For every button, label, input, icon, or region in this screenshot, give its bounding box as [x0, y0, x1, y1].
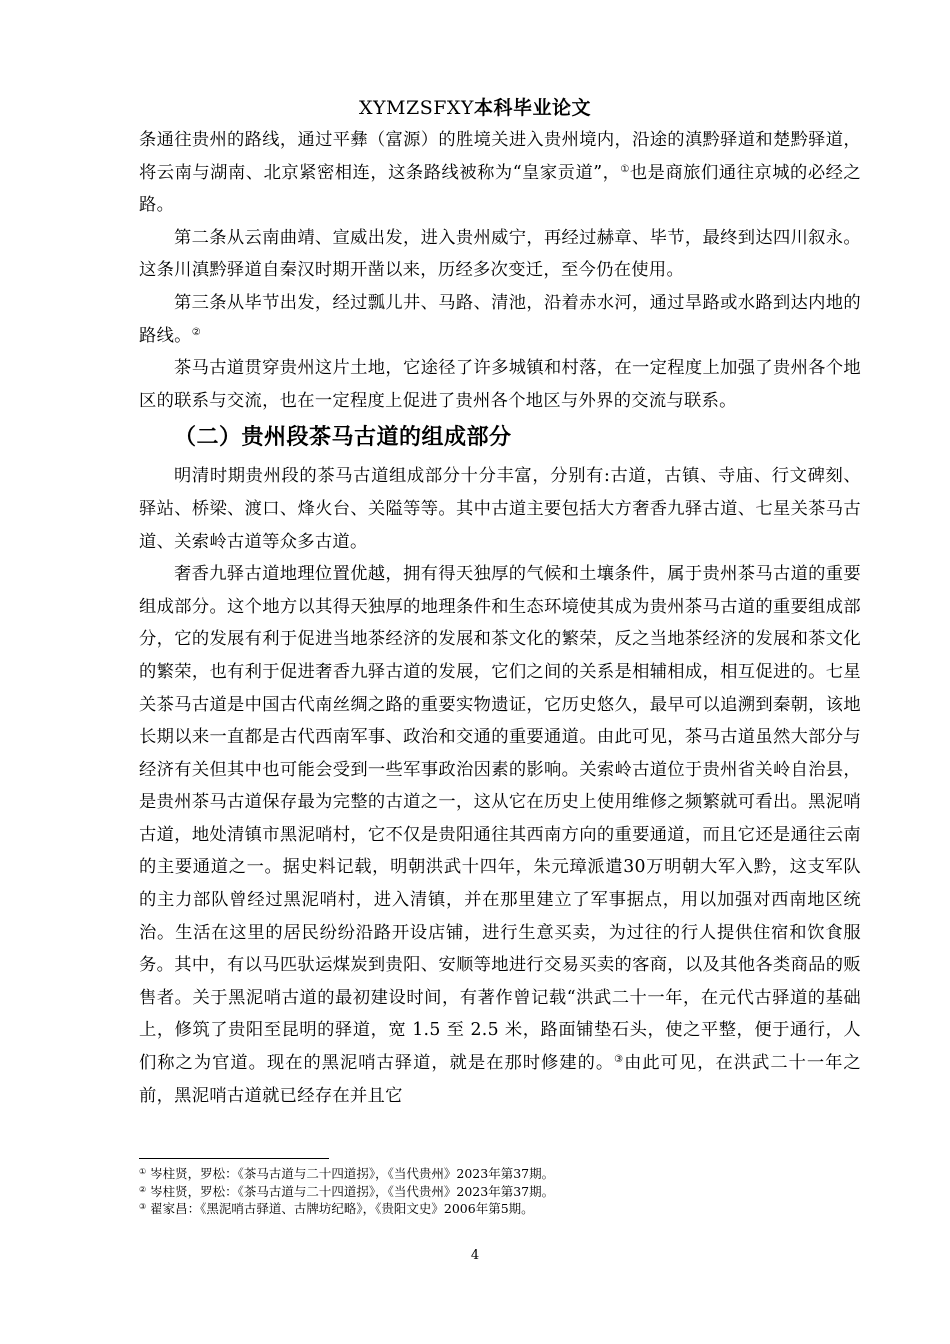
- footnote: ② 岑柱贤，罗松：《茶马古道与二十四道拐》，《当代贵州》2023年第37期。: [139, 1183, 555, 1199]
- footnote: ① 岑柱贤，罗松：《茶马古道与二十四道拐》，《当代贵州》2023年第37期。: [139, 1166, 555, 1181]
- paragraph: 第三条从毕节出发，经过瓢儿井、马路、清池，沿着赤水河，通过旱路或水路到达内地的路线。②: [139, 292, 861, 346]
- header-prefix: XYMZSFXY: [358, 97, 474, 119]
- paragraph-continued: 条通往贵州的路线，通过平彝（富源）的胜境关进入贵州境内，沿途的滇黔驿道和楚黔驿道，将云南与湖南、北京紧密相连，这条路线被称为“皇家贡道”，①也是商旅们通往京城的必经之路。: [139, 130, 862, 216]
- paragraph: 第二条从云南曲靖、宣威出发，进入贵州威宁，再经过赫章、毕节，最终到达四川叙永。这条川滇黔驿道自秦汉时期开凿以来，历经多次变迁，至今仍在使用。: [139, 227, 861, 281]
- footnote-ref-2[interactable]: ②: [191, 326, 202, 338]
- footnotes: [139, 1165, 861, 1218]
- page-number: 4: [470, 1248, 480, 1263]
- footnote-ref-3[interactable]: ③: [614, 1054, 625, 1066]
- footnote-ref-1[interactable]: ①: [620, 163, 630, 175]
- paragraph: 明清时期贵州段的茶马古道组成部分十分丰富，分别有:古道，古镇、寺庙、行文碑刻、驿站、桥梁、渡口、烽火台、关隘等等。其中古道主要包括大方奢香九驿古道、七星关茶马古道、关索岭古道等众多古道。: [139, 466, 861, 552]
- header-title: 本科毕业论文: [473, 97, 591, 119]
- paragraph: 茶马古道贯穿贵州这片土地，它途径了许多城镇和村落，在一定程度上加强了贵州各个地区的联系与交流，也在一定程度上促进了贵州各个地区与外界的交流与联系。: [139, 358, 861, 411]
- footnote: ③ 翟家昌：《黑泥哨古驿道、古牌坊纪略》，《贵阳文史》2006年第5期。: [139, 1201, 534, 1216]
- footnote-divider: [139, 1158, 329, 1159]
- section-heading: （二）贵州段茶马古道的组成部分: [174, 425, 512, 451]
- page-body: [139, 124, 861, 1112]
- paragraph: 奢香九驿古道地理位置优越，拥有得天独厚的气候和土壤条件，属于贵州茶马古道的重要组成部分。这个地方以其得天独厚的地理条件和生态环境使其成为贵州茶马古道的重要组成部分，它的发展有利于促进当地茶经济的发展和茶文化的繁荣，反之当地茶经济的发展和茶文化的繁荣，也有利于促进奢香九驿古道的发展，它们之间的关系是相辅相成，相互促进的。七星关茶马古道是中国古代南丝绸之路的重要实物遗证，它历史悠久，最早可以追溯到秦朝，该地长期以来一直都是古代西南军事、政治和交通的重要通道。由此可见，茶马古道虽然大部分与经济有关但其中也可能会受到一些军事政治因素的影响。关索岭古道位于贵州省关岭自治县，是贵州茶马古道保存最为完整的古道之一，这从它在历史上使用维修之频繁就可看出。黑泥哨古道，地处清镇市黑泥哨村，它不仅是贵阳通往其西南方向的重要通道，而且它还是通往云南的主要通道之一。据史料记载，明朝洪武十四年，朱元璋派遣30万明朝大军入黔，这支军队的主力部队曾经过黑泥哨村，进入清镇，并在那里建立了军事据点，用以加强对西南地区统治。生活在这里的居民纷纷沿路开设店铺，进行生意买卖，为过往的行人提供住宿和饮食服务。其中，有以马匹驮运煤炭到贵阳、安顺等地进行交易买卖的客商，以及其他各类商品的贩售者。关于黑泥哨古道的最初建设时间，有著作曾记载“洪武二十一年，在元代古驿道的基础上，修筑了贵阳至昆明的驿道，宽 1.5 至 2.5 米，路面铺垫石头，使之平整，便于通行，人们称之为官道。现在的黑泥哨古驿道，就是在那时修建的。③由此可见，在洪武二十一年之前，黑泥哨古道就已经存在并且它: [139, 564, 862, 1106]
- running-header: [0, 93, 950, 120]
